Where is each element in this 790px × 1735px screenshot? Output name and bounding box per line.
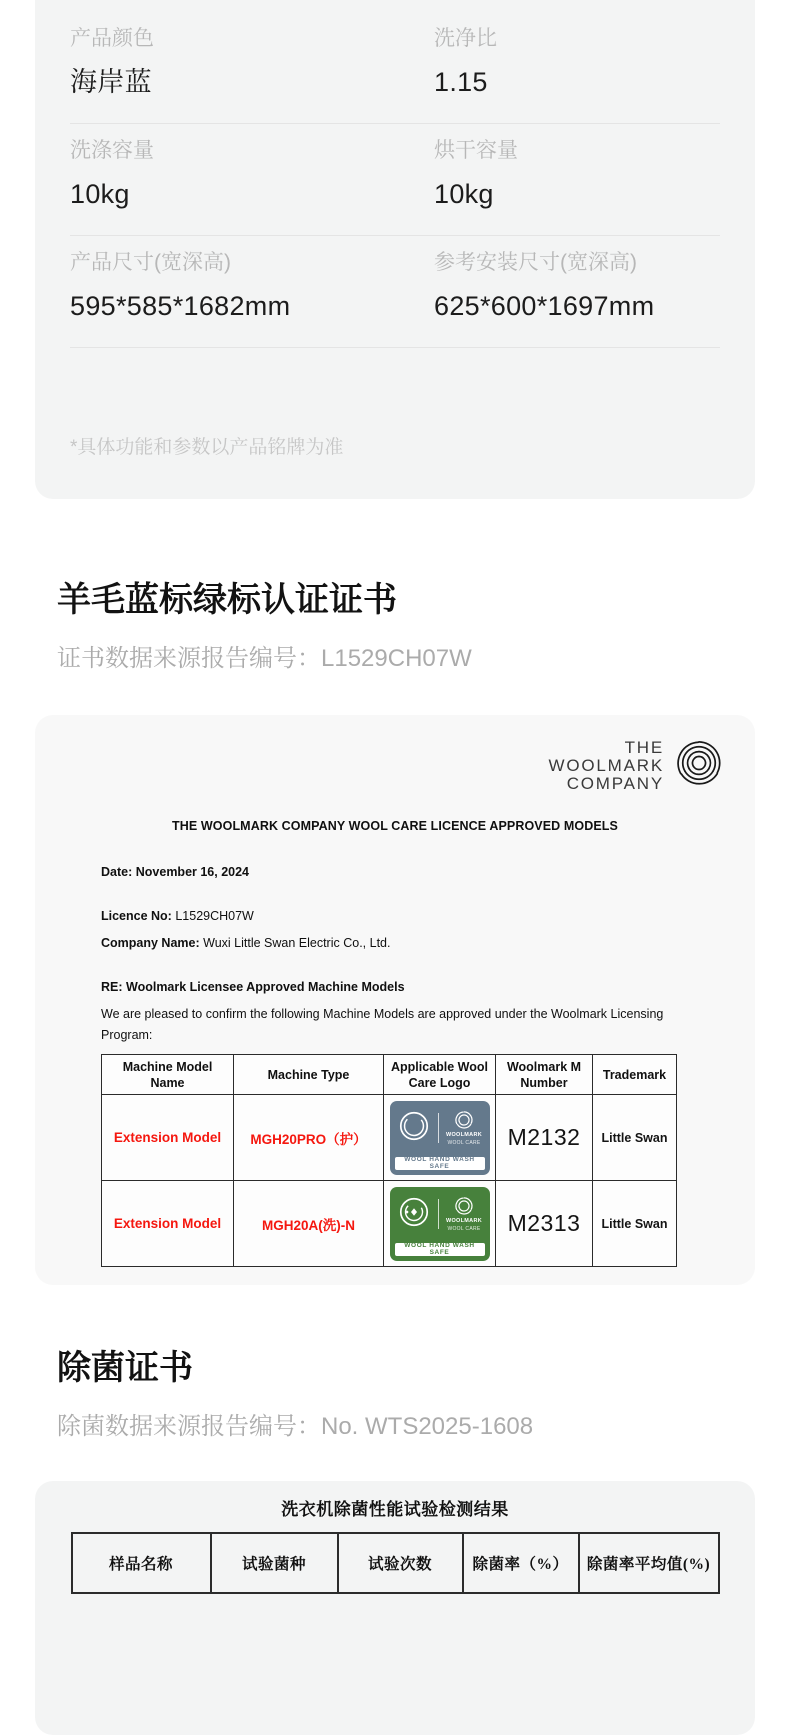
certificate-company-line [101, 936, 755, 950]
badge-content [390, 1187, 490, 1234]
badge-care-text: WOOL CARE [447, 1140, 481, 1146]
badge-brand-text: WOOLMARK [445, 1218, 482, 1224]
col-sample-name: 样品名称 [72, 1533, 211, 1593]
table-row [102, 1181, 677, 1267]
m-number-cell: M2132 [496, 1095, 593, 1181]
col-test-strain: 试验菌种 [211, 1533, 338, 1593]
table-header-row [102, 1055, 677, 1095]
company-value: Wuxi Little Swan Electric Co., Ltd. [203, 936, 391, 950]
sterilize-table-title: 洗衣机除菌性能试验检测结果 [281, 1500, 509, 1519]
machine-type-cell: MGH20PRO（护） [234, 1095, 384, 1181]
spec-item-product-size [70, 248, 434, 325]
sterilize-section-title: 除菌证书 [57, 1349, 193, 1387]
spec-value: 海岸蓝 [70, 67, 152, 97]
spec-label: 烘干容量 [434, 139, 518, 162]
logo-line: COMPANY [566, 773, 664, 793]
date-label: Date: [101, 865, 133, 879]
badge-content [390, 1101, 490, 1148]
woolmark-yarn-icon-small [454, 1110, 474, 1130]
woolmark-certificate-card [35, 715, 755, 1285]
logo-line: THE [624, 737, 664, 757]
badge-banner-text: WOOL HAND WASH SAFE [395, 1157, 485, 1170]
spec-label: 产品尺寸(宽深高) [70, 251, 231, 274]
spec-card [35, 0, 755, 499]
spec-row-capacity [60, 124, 730, 213]
trademark-cell: Little Swan [593, 1095, 677, 1181]
spec-item-install-size [434, 248, 720, 325]
badge-brand-text: WOOLMARK [445, 1132, 482, 1138]
badge-woolmark-block [446, 1196, 482, 1232]
badge-care-text: WOOL CARE [447, 1226, 481, 1232]
col-machine-type: Machine Type [234, 1055, 384, 1095]
spec-item-wash-capacity [70, 136, 434, 213]
col-wool-care-logo: Applicable Wool Care Logo [384, 1055, 496, 1095]
woolmark-company-logo [549, 737, 725, 794]
m-number-cell: M2313 [496, 1181, 593, 1267]
badge-divider [438, 1113, 439, 1143]
spec-label: 洗涤容量 [70, 139, 154, 162]
sterilize-test-card [35, 1481, 755, 1735]
spec-label: 参考安装尺寸(宽深高) [434, 251, 637, 274]
spec-item-wash-ratio [434, 24, 720, 101]
wool-cert-report-number: 证书数据来源报告编号：L1529CH07W [57, 645, 472, 672]
sterilize-report-number: 除菌数据来源报告编号：No. WTS2025-1608 [57, 1413, 534, 1440]
woolmark-yarn-icon-small [454, 1196, 474, 1216]
badge-divider [438, 1199, 439, 1229]
col-machine-model-name: Machine Model Name [102, 1055, 234, 1095]
trademark-cell: Little Swan [593, 1181, 677, 1267]
col-trademark: Trademark [593, 1055, 677, 1095]
washer-drum-icon [397, 1195, 431, 1234]
company-label: Company Name: [101, 936, 200, 950]
col-woolmark-m-number: Woolmark M Number [496, 1055, 593, 1095]
badge-banner-text: WOOL HAND WASH SAFE [395, 1243, 485, 1256]
divider [70, 347, 720, 348]
wool-cert-section-title: 羊毛蓝标绿标认证证书 [57, 581, 397, 619]
spec-row-dimensions [60, 236, 730, 325]
spec-footnote: *具体功能和参数以产品铭牌为准 [70, 437, 344, 458]
certificate-heading: THE WOOLMARK COMPANY WOOL CARE LICENCE APPROVED MODELS [172, 819, 618, 833]
licence-value: L1529CH07W [175, 909, 254, 923]
washer-drum-icon [397, 1109, 431, 1148]
spec-value: 625*600*1697mm [434, 291, 655, 321]
certificate-re-line: RE: Woolmark Licensee Approved Machine Models [101, 980, 405, 994]
approved-models-table [101, 1054, 677, 1267]
table-header-row [72, 1533, 719, 1593]
certificate-licence-line [101, 909, 755, 923]
wool-care-logo-cell [384, 1181, 496, 1267]
date-value: November 16, 2024 [135, 865, 250, 879]
col-test-count: 试验次数 [338, 1533, 463, 1593]
spec-label: 产品颜色 [70, 27, 154, 50]
certificate-date-line [101, 865, 755, 879]
spec-value: 1.15 [434, 67, 488, 97]
spec-item-color [70, 24, 434, 101]
spec-value: 10kg [434, 179, 494, 209]
licence-label: Licence No: [101, 909, 172, 923]
spec-value: 595*585*1682mm [70, 291, 291, 321]
spec-row-color-ratio [60, 12, 730, 101]
wool-care-logo-cell [384, 1095, 496, 1181]
model-name-cell: Extension Model [102, 1095, 234, 1181]
col-sterilize-rate-avg: 除菌率平均值(%) [579, 1533, 719, 1593]
logo-line: WOOLMARK [548, 755, 664, 775]
spec-value: 10kg [70, 179, 130, 209]
certificate-intro: We are pleased to confirm the following Machine Models are approved under the Woolmark Licensing Program: [101, 1007, 664, 1042]
spec-label: 洗净比 [434, 27, 497, 50]
spec-item-dry-capacity [434, 136, 720, 213]
table-row [102, 1095, 677, 1181]
machine-type-cell: MGH20A(洗)-N [234, 1181, 384, 1267]
woolmark-logo-text [549, 739, 664, 793]
wool-care-badge-blue [390, 1101, 490, 1175]
badge-woolmark-block [446, 1110, 482, 1146]
sterilize-results-table [71, 1532, 720, 1594]
woolmark-yarn-icon [673, 737, 725, 794]
col-sterilize-rate: 除菌率（%） [463, 1533, 579, 1593]
model-name-cell: Extension Model [102, 1181, 234, 1267]
wool-care-badge-green [390, 1187, 490, 1261]
